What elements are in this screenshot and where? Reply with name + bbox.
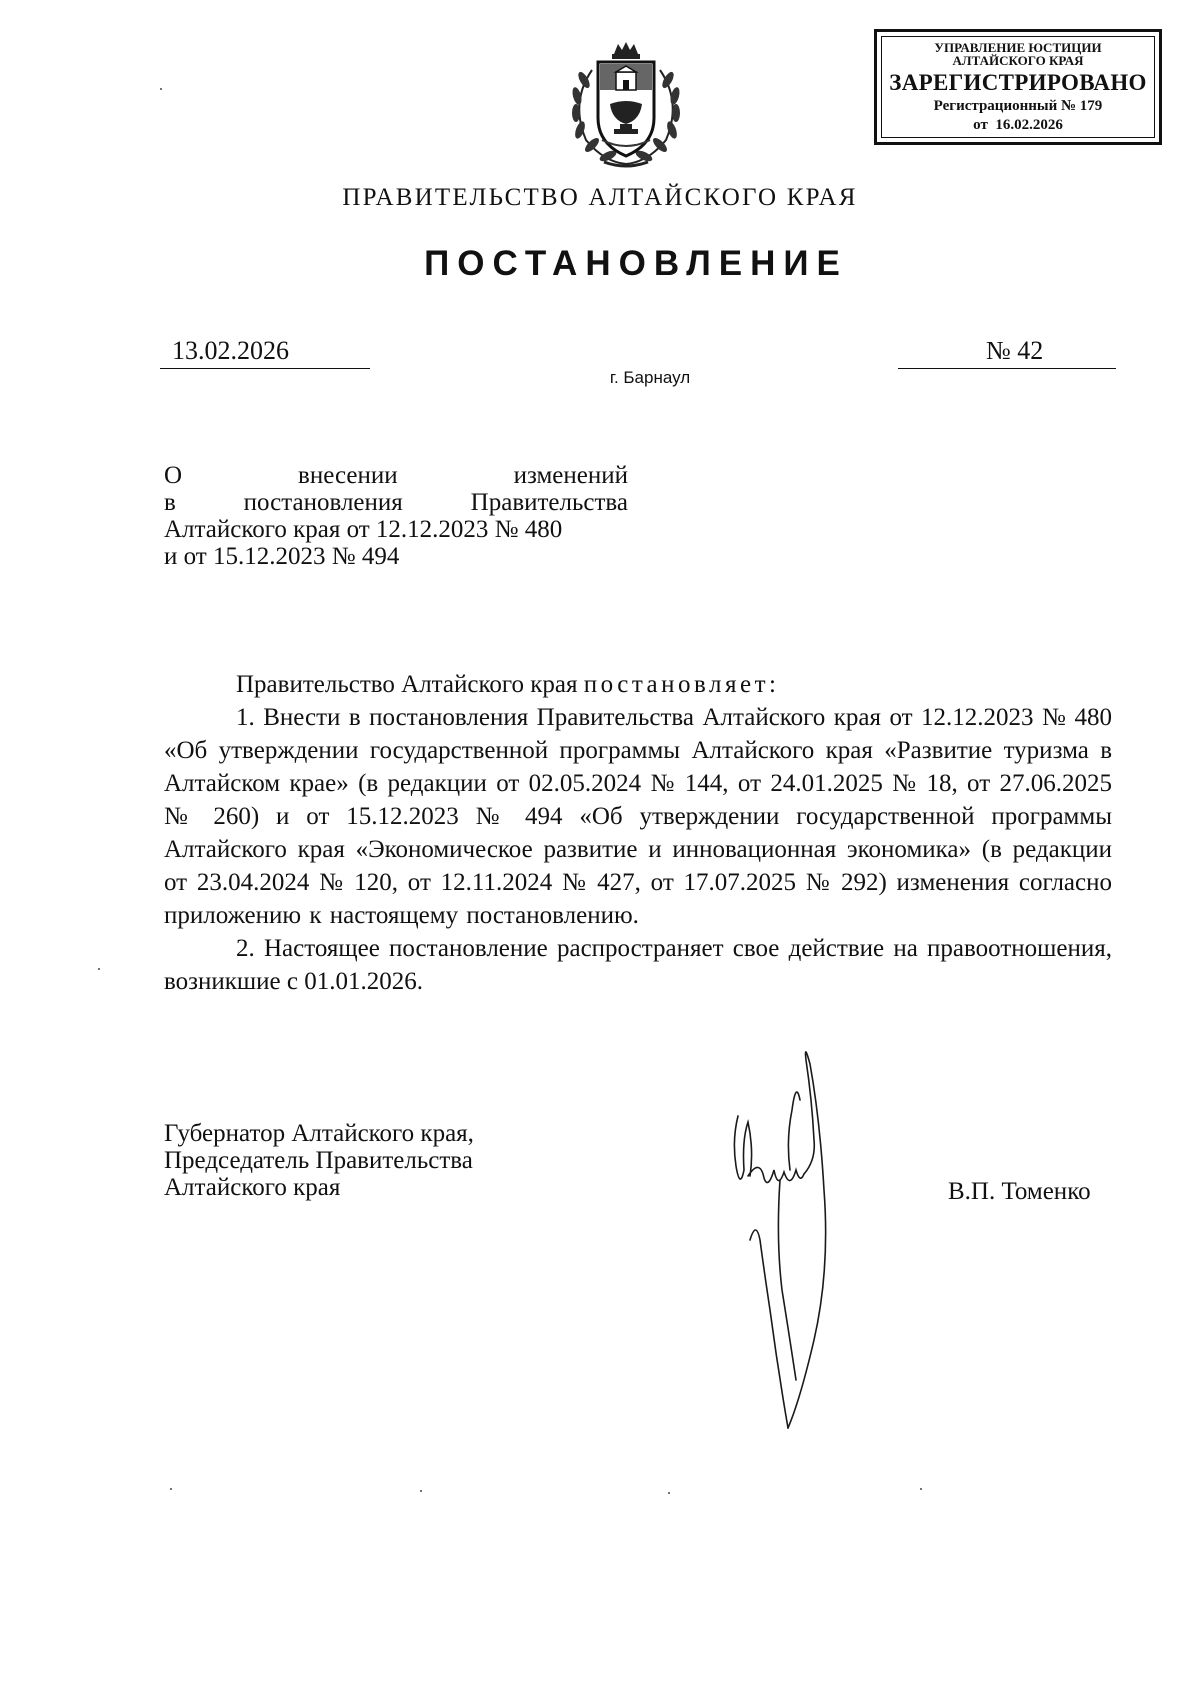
document-number: № 42: [986, 336, 1044, 365]
subject-line: и от 15.12.2023 № 494: [164, 543, 400, 570]
registration-stamp: [874, 29, 1162, 145]
preamble-subject: Правительство Алтайского края: [236, 671, 578, 698]
document-subject: [164, 462, 628, 570]
issue-city: г. Барнаул: [609, 368, 691, 387]
subject-line: [164, 462, 628, 489]
stamp-status: ЗАРЕГИСТРИРОВАНО: [889, 70, 1147, 95]
government-title: ПРАВИТЕЛЬСТВО АЛТАЙСКОГО КРАЯ: [342, 184, 858, 211]
signer-title: [164, 1120, 474, 1201]
signer-title-line: Алтайского края: [164, 1174, 341, 1201]
subject-word: внесении: [298, 462, 398, 489]
stamp-agency: УПРАВЛЕНИЕ ЮСТИЦИИ АЛТАЙСКОГО КРАЯ: [934, 40, 1102, 68]
document-type-heading: ПОСТАНОВЛЕНИЕ: [424, 244, 848, 283]
subject-word: изменений: [513, 462, 629, 489]
scan-speck: [420, 1490, 422, 1492]
preamble: [164, 668, 1112, 701]
scan-speck: [170, 1488, 172, 1490]
signer-title-line: Председатель Правительства: [164, 1147, 473, 1174]
resolution-body: [164, 668, 1112, 998]
handwritten-signature: [720, 1040, 840, 1440]
document-date: 13.02.2026: [172, 336, 289, 365]
coat-of-arms-emblem: [564, 40, 688, 170]
scan-speck: [98, 968, 100, 970]
subject-word: Правительства: [470, 489, 628, 516]
subject-line: Алтайского края от 12.12.2023 № 480: [164, 516, 563, 543]
scan-speck: [920, 1488, 922, 1490]
subject-line: [164, 489, 628, 516]
signer-title-line: Губернатор Алтайского края,: [164, 1120, 474, 1147]
scan-speck: [668, 1492, 670, 1494]
resolution-item-1: 1. Внести в постановления Правительства Алтайского края от 12.12.2023 № 480 «Об утверждении государственной программы Алтайского края «Развитие туризма в Алтайском крае» (в редакции от 02.05.2024 № 144, от 24.01.2025 № 18, от 27.06.2025 № 260) и от 15.12.2023 № 494 «Об утверждении государственной программы Алтайского края «Экономическое развитие и инновационная экономика» (в редакции от 23.04.2024 № 120, от 12.11.2024 № 427, от 17.07.2025 № 292) изменения согласно приложению к настоящему постановлению.: [164, 704, 1112, 929]
signer-name: В.П. Томенко: [948, 1178, 1091, 1205]
subject-word: в постановления: [164, 489, 403, 516]
stamp-registration-number: Регистрационный № 179: [933, 98, 1103, 114]
resolution-item-2: 2. Настоящее постановление распространяет свое действие на правоотношения, возникшие с 01.01.2026.: [164, 935, 1112, 995]
stamp-registration-date: от 16.02.2026: [973, 117, 1063, 133]
subject-word: О: [164, 462, 183, 489]
preamble-verb: постановляет:: [583, 671, 780, 698]
scan-speck: [160, 88, 162, 90]
